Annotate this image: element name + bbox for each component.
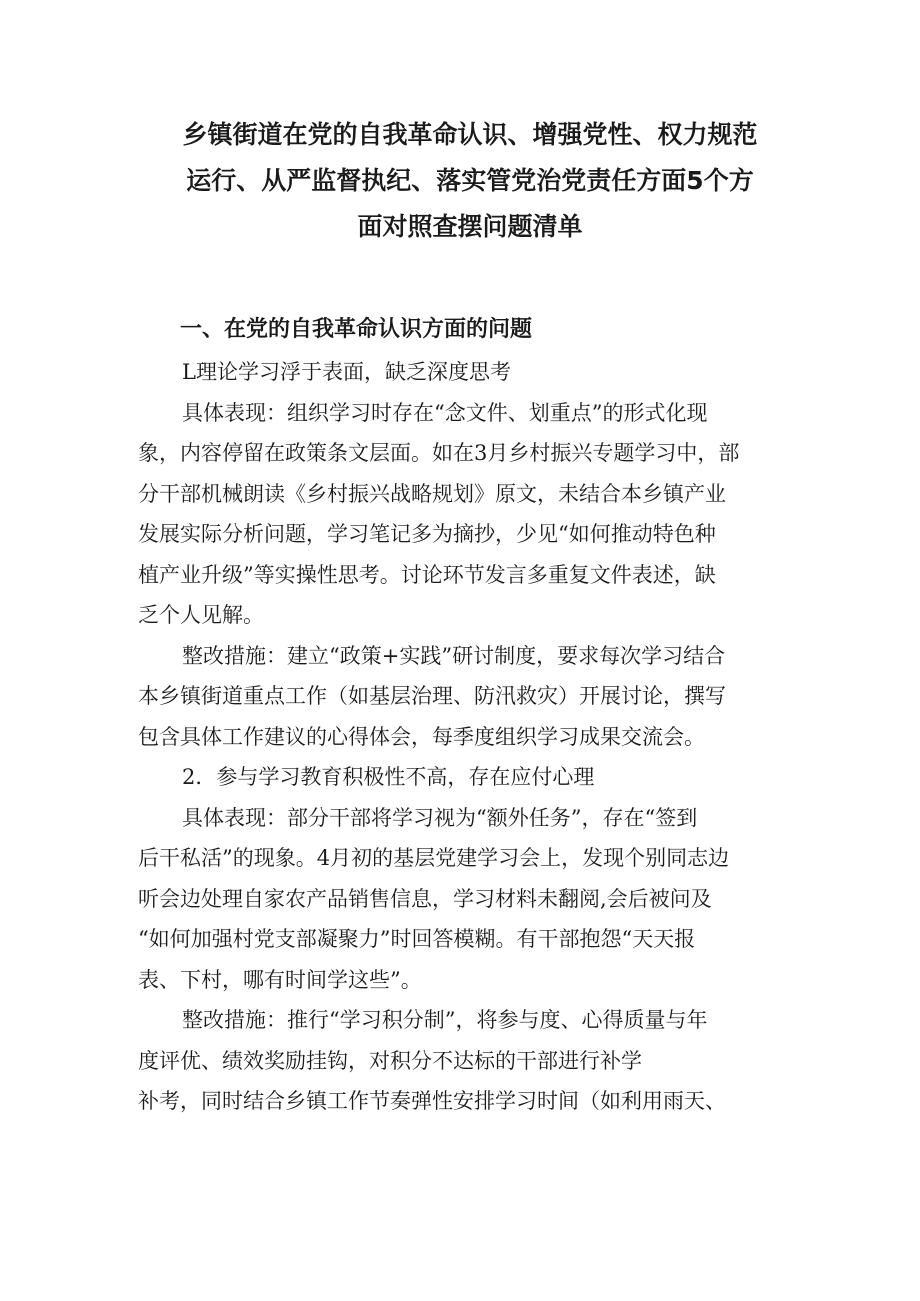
paragraph-line: 表、下村，哪有时间学这些”。 (138, 967, 422, 992)
title-line: 乡镇街道在党的自我革命认识、增强党性、权力规范 (182, 120, 758, 149)
title-line: 面对照查摆问题清单 (357, 212, 583, 241)
paragraph-line: 乏个人见解。 (138, 603, 264, 627)
paragraph-line: “如何加强村党支部凝聚力”时回答模糊。有干部抱怨“天天报 (138, 927, 696, 951)
document-title (140, 112, 800, 250)
section-heading: 一、在党的自我革命认识方面的问题 (180, 317, 533, 342)
paragraph-line: 整改措施：推行“学习积分制”，将参与度、心得质量与年 (182, 1008, 708, 1032)
paragraph-line: 补考，同时结合乡镇工作节奏弹性安排学习时间（如利用雨天、 (138, 1089, 726, 1113)
paragraph-line: 具体表现：部分干部将学习视为“额外任务”，存在“签到 (182, 805, 698, 830)
paragraph-line: 包含具体工作建议的心得体会，每季度组织学习成果交流会。 (138, 724, 705, 749)
paragraph-line: 具体表现：组织学习时存在“念文件、划重点”的形式化现 (182, 400, 708, 425)
paragraph-line: 植产业升级”等实操性思考。讨论环节发言多重复文件表述，缺 (138, 562, 716, 587)
paragraph-line: 度评优、绩效奖励挂钩，对积分不达标的干部进行补学 (138, 1048, 642, 1073)
paragraph-line: 象，内容停留在政策条文层面。如在3月乡村振兴专题学习中，部 (138, 441, 740, 465)
paragraph-line: 分干部机械朗读《乡村振兴战略规划》原文，未结合本乡镇产业 (138, 481, 726, 506)
paragraph-line: 整改措施：建立“政策+实践”研讨制度，要求每次学习结合 (182, 643, 726, 668)
paragraph-line: 本乡镇街道重点工作（如基层治理、防汛救灾）开展讨论，撰写 (138, 684, 726, 708)
paragraph-line: 听会边处理自家农产品销售信息，学习材料未翻阅,会后被问及 (138, 886, 712, 911)
subheading-1: L理论学习浮于表面，缺乏深度思考 (182, 360, 511, 384)
document-body (138, 352, 798, 1122)
subheading-2: 2．参与学习教育积极性不高，存在应付心理 (182, 765, 595, 789)
paragraph-line: 发展实际分析问题，学习笔记多为摘抄，少见“如何推动特色种 (138, 522, 716, 546)
title-line: 运行、从严监督执纪、落实管党治党责任方面5个方 (186, 166, 754, 195)
paragraph-line: 后干私活”的现象。4月初的基层党建学习会上，发现个别同志边 (138, 846, 730, 870)
